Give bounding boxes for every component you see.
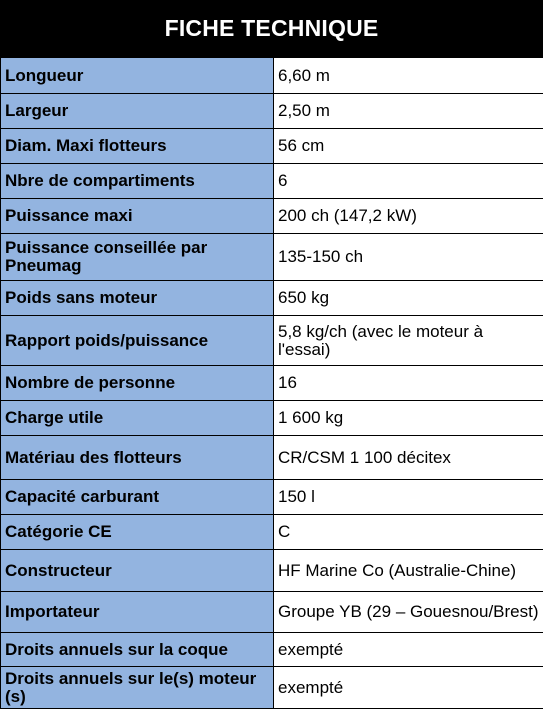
spec-value: C: [274, 515, 543, 550]
spec-label: Nombre de personne: [1, 366, 274, 401]
spec-value: 6: [274, 164, 543, 199]
spec-value: 150 l: [274, 480, 543, 515]
spec-row-carburant: [1, 480, 543, 515]
spec-label: Puissance maxi: [1, 199, 274, 234]
spec-row-compartiments: [1, 164, 543, 199]
spec-value: 56 cm: [274, 129, 543, 164]
spec-value: 1 600 kg: [274, 401, 543, 436]
spec-row-diametre: [1, 129, 543, 164]
spec-value: 5,8 kg/ch (avec le moteur à l'essai): [274, 316, 543, 366]
spec-label: Poids sans moteur: [1, 281, 274, 316]
spec-value: exempté: [274, 633, 543, 667]
spec-row-materiau: [1, 436, 543, 480]
spec-row-largeur: [1, 94, 543, 129]
spec-row-charge: [1, 401, 543, 436]
spec-value: 135-150 ch: [274, 234, 543, 281]
spec-label: Droits annuels sur la coque: [1, 633, 274, 667]
spec-value: CR/CSM 1 100 décitex: [274, 436, 543, 480]
spec-row-droits-moteur: [1, 667, 543, 709]
spec-label: Constructeur: [1, 550, 274, 592]
spec-label: Rapport poids/puissance: [1, 316, 274, 366]
spec-row-importateur: [1, 592, 543, 633]
spec-label: Importateur: [1, 592, 274, 633]
spec-label: Catégorie CE: [1, 515, 274, 550]
sheet-title: FICHE TECHNIQUE: [0, 0, 543, 57]
spec-row-poids: [1, 281, 543, 316]
spec-value: HF Marine Co (Australie-Chine): [274, 550, 543, 592]
spec-value: exempté: [274, 667, 543, 709]
spec-value: 6,60 m: [274, 58, 543, 94]
spec-label: Capacité carburant: [1, 480, 274, 515]
spec-value: Groupe YB (29 – Gouesnou/Brest): [274, 592, 543, 633]
spec-label: Matériau des flotteurs: [1, 436, 274, 480]
spec-label: Puissance conseillée par Pneumag: [1, 234, 274, 281]
spec-label: Largeur: [1, 94, 274, 129]
spec-value: 16: [274, 366, 543, 401]
spec-row-puissance-maxi: [1, 199, 543, 234]
spec-row-longueur: [1, 58, 543, 94]
spec-value: 2,50 m: [274, 94, 543, 129]
spec-row-categorie: [1, 515, 543, 550]
spec-label: Charge utile: [1, 401, 274, 436]
spec-label: Longueur: [1, 58, 274, 94]
spec-row-constructeur: [1, 550, 543, 592]
spec-label: Nbre de compartiments: [1, 164, 274, 199]
spec-table: [0, 57, 543, 709]
spec-row-droits-coque: [1, 633, 543, 667]
spec-label: Diam. Maxi flotteurs: [1, 129, 274, 164]
spec-value: 200 ch (147,2 kW): [274, 199, 543, 234]
spec-row-personnes: [1, 366, 543, 401]
spec-row-puissance-conseillee: [1, 234, 543, 281]
spec-value: 650 kg: [274, 281, 543, 316]
spec-row-rapport: [1, 316, 543, 366]
spec-label: Droits annuels sur le(s) moteur (s): [1, 667, 274, 709]
